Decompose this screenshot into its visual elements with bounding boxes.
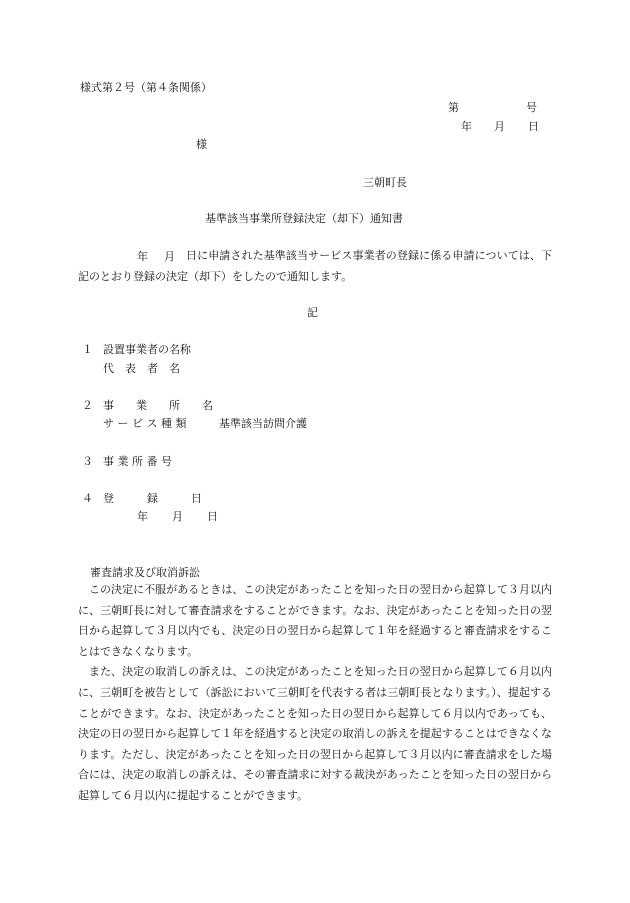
appeal-heading: 審査請求及び取消訴訟 <box>90 566 200 579</box>
intro-year: 年 <box>137 250 148 263</box>
item-4-number: ４ <box>82 492 93 505</box>
registration-date-month: 月 <box>172 510 183 523</box>
appeal-text <box>78 580 552 807</box>
item-3-number: ３ <box>82 455 93 468</box>
item-4-label: 登 録 日 <box>103 492 202 505</box>
item-2-number: ２ <box>82 399 93 412</box>
item-2-sub-value: 基準該当訪問介護 <box>219 417 307 430</box>
item-2-label: 事 業 所 名 <box>103 399 213 412</box>
appeal-paragraph-2: また、決定の取消しの訴えは、この決定があったことを知った日の翌日から起算して６月以内に、三朝町を被告として（訴訟において三朝町を代表する者は三朝町長となります。）、提起することができます。なお、決定があったことを知った日の翌日から起算して６月以内であっても、決定の日の翌日から起算して１年を経過すると決定の取消しの訴えを提起することはできなくなります。ただし、決定があったことを知った日の翌日から起算して３月以内に審査請求をした場合には、決定の取消しの訴えは、その審査請求に対する裁決があったことを知った日の翌日から起算して６月以内に提起することができます。 <box>78 665 552 802</box>
item-2-sub-label: サ ー ビ ス 種 類 <box>103 417 187 430</box>
item-1-sub-label: 代 表 者 名 <box>103 362 180 375</box>
registration-date-day: 日 <box>207 510 218 523</box>
issue-date-day: 日 <box>528 120 539 133</box>
item-3-label: 事 業 所 番 号 <box>103 455 172 468</box>
item-1-number: １ <box>82 343 93 356</box>
registration-date-year: 年 <box>137 510 148 523</box>
ki-marker: 記 <box>307 306 318 319</box>
item-1-label: 設置事業者の名称 <box>103 343 191 356</box>
addressee-suffix: 様 <box>196 138 207 151</box>
intro-month: 月 <box>164 250 175 263</box>
document-number-prefix: 第 <box>448 101 459 114</box>
form-number: 様式第２号（第４条関係） <box>80 81 212 94</box>
issue-date-year: 年 <box>461 120 472 133</box>
document-number-suffix: 号 <box>526 101 537 114</box>
appeal-paragraph-1: この決定に不服があるときは、この決定があったことを知った日の翌日から起算して３月以内に、三朝町長に対して審査請求をすることができます。なお、決定があったことを知った日の翌日から起算して３月以内でも、決定の日の翌日から起算して１年を経過すると審査請求をすることはできなくなります。 <box>78 583 552 658</box>
issue-date-month: 月 <box>494 120 505 133</box>
intro-body: 日に申請された基準該当サービス事業者の登録に係る申請については、下記のとおり登録の決定（却下）をしたので通知します。 <box>78 249 552 283</box>
issuer-name: 三朝町長 <box>363 176 407 189</box>
document-title: 基準該当事業所登録決定（却下）通知書 <box>205 212 403 225</box>
